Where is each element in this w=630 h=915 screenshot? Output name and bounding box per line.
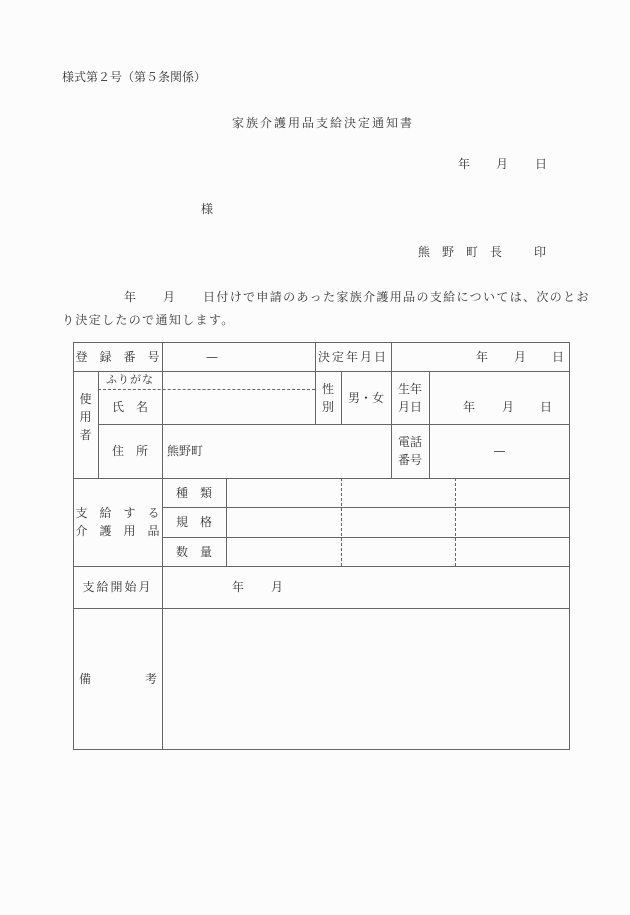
quantity-label: 数 量: [175, 544, 212, 559]
birth-label-line: 生年: [397, 381, 422, 396]
remarks-label-right: 考: [145, 672, 158, 686]
birth-label-line: 月日: [397, 399, 422, 414]
issue-date-day: 日: [535, 157, 548, 171]
sex-value[interactable]: 男・女: [347, 390, 384, 405]
sex-label: [315, 371, 341, 424]
supplies-label-line: 介 護 用 品: [75, 524, 160, 538]
user-label-char: 使: [79, 392, 92, 406]
sex-label-char: 性: [321, 381, 334, 396]
issuer-name: 熊 野 町 長: [418, 245, 503, 259]
sex-label-char: 別: [321, 399, 334, 414]
remarks-label-left: 備: [79, 672, 92, 686]
decision-day: 日: [552, 350, 565, 364]
phone-label-line: 番号: [397, 453, 422, 467]
spec-label: 規 格: [175, 515, 212, 529]
issue-date-month: 月: [496, 157, 509, 171]
user-label-char: 用: [79, 410, 92, 424]
name-label: 氏 名: [111, 399, 148, 414]
supplies-label-line: 支 給 す る: [75, 506, 160, 520]
form-number: 様式第２号（第５条関係）: [62, 70, 207, 84]
body-line2: り決定したので通知します。: [62, 313, 235, 327]
birth-year: 年: [463, 400, 476, 414]
decision-year: 年: [476, 350, 489, 364]
supplies-label: [73, 478, 162, 566]
body-line1: 日付けで申請のあった家族介護用品の支給については、次のとお: [203, 290, 590, 304]
birth-label: [391, 371, 429, 424]
name-input[interactable]: [162, 389, 315, 424]
start-month-label: 支給開始月: [82, 580, 153, 594]
start-year: 年: [232, 580, 245, 594]
issue-date-year: 年: [458, 157, 471, 171]
address-label: 住 所: [111, 444, 148, 458]
phone-label-line: 電話: [397, 435, 422, 449]
birth-day: 日: [540, 400, 553, 414]
seal-mark: 印: [534, 245, 547, 259]
user-label-char: 者: [79, 428, 92, 442]
address-value[interactable]: 熊野町: [167, 444, 204, 458]
registration-label: 登 録 番 号: [75, 349, 160, 364]
kind-label: 種 類: [175, 485, 212, 500]
body-month: 月: [163, 290, 176, 304]
user-label: [73, 390, 98, 460]
addressee-suffix: 様: [201, 202, 214, 216]
body-year: 年: [124, 290, 137, 304]
remarks-input[interactable]: [163, 609, 569, 749]
birth-month: 月: [502, 400, 515, 414]
decision-month: 月: [514, 350, 527, 364]
furigana-input[interactable]: [162, 371, 315, 389]
phone-label: [391, 424, 429, 478]
decision-date-label: 決定年月日: [317, 349, 388, 364]
document-title: 家族介護用品支給決定通知書: [232, 116, 415, 130]
phone-value[interactable]: —: [493, 444, 506, 458]
supplies-input-area[interactable]: [226, 478, 570, 566]
start-month: 月: [271, 580, 284, 594]
furigana-label: ふりがな: [106, 372, 154, 386]
registration-value[interactable]: —: [206, 349, 218, 364]
